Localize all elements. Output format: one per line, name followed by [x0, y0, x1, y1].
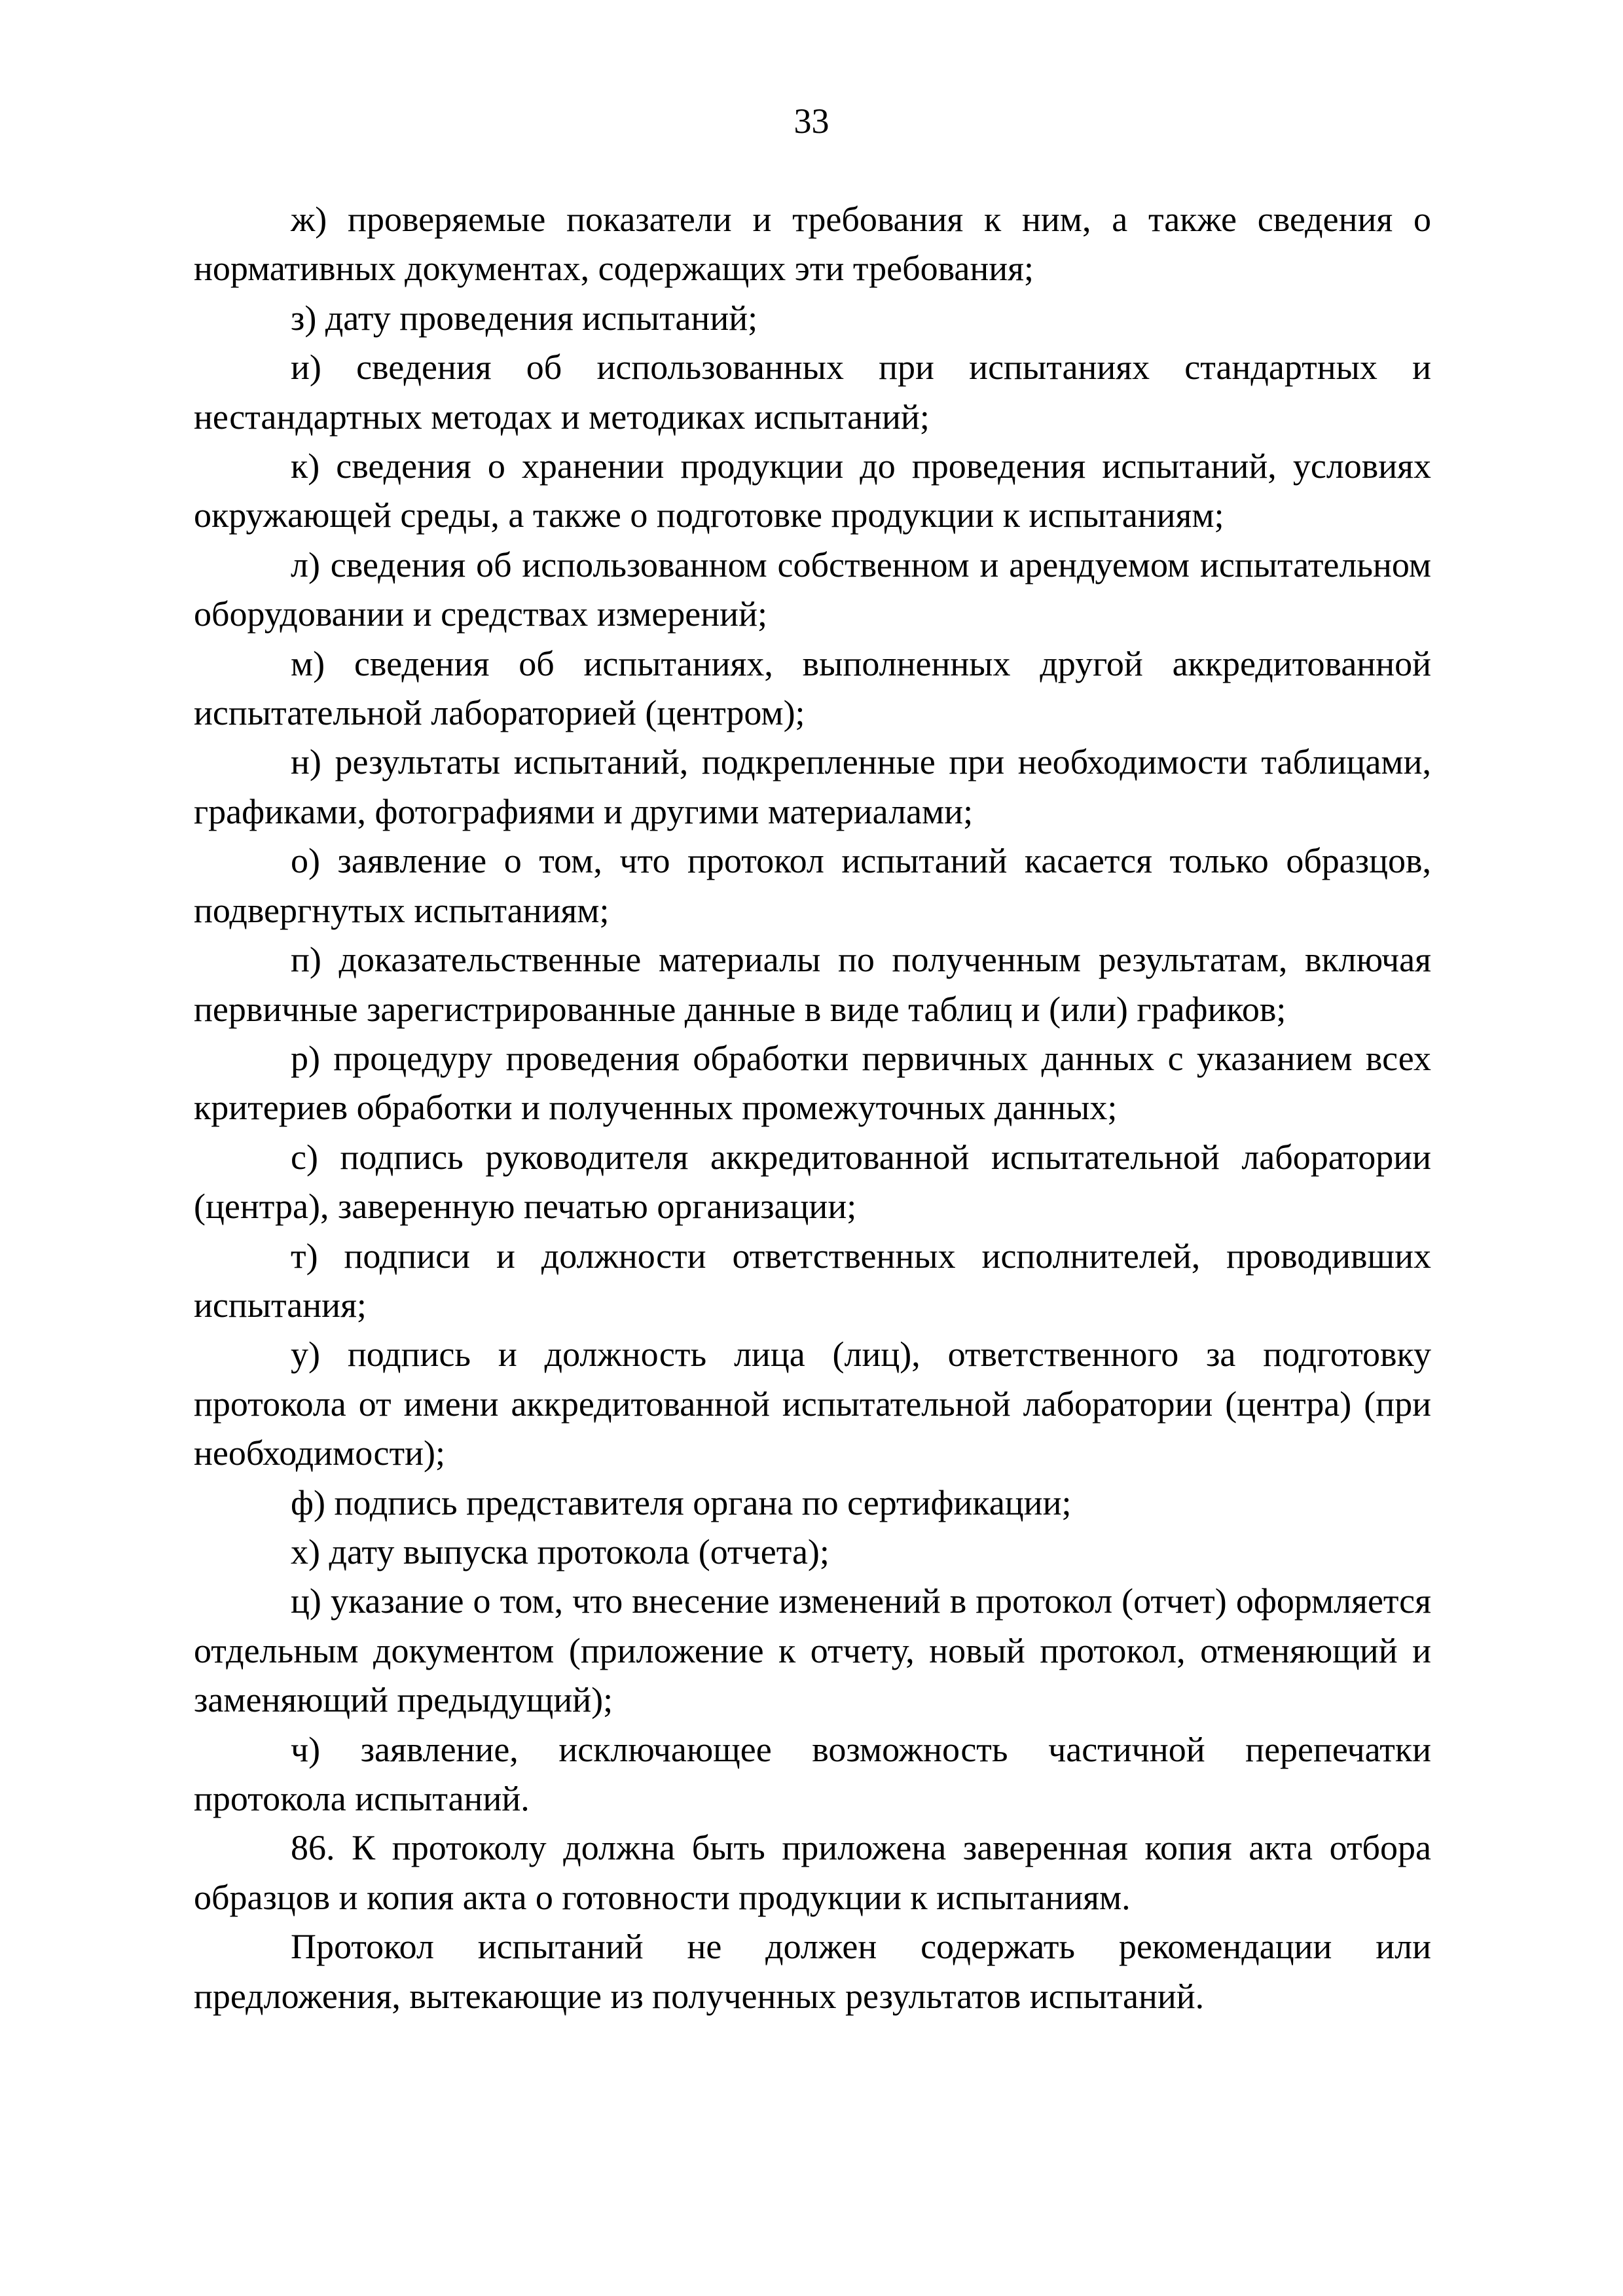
list-item-f: ф) подпись представителя органа по сертификации;	[291, 1482, 1072, 1522]
list-item-p: п) доказательственные материалы по полученным результатам, включая первичные зарегистрированные данные в виде таблиц и (или) графиков;	[194, 940, 1431, 1029]
list-item-l: л) сведения об использованном собственном и арендуемом испытательном оборудовании и средствах измерений;	[194, 545, 1431, 634]
list-item-kh: х) дату выпуска протокола (отчета);	[291, 1532, 830, 1571]
list-item-ch: ч) заявление, исключающее возможность частичной перепечатки протокола испытаний.	[194, 1729, 1431, 1818]
list-item-z: з) дату проведения испытаний;	[291, 298, 758, 338]
closing-paragraph: Протокол испытаний не должен содержать рекомендации или предложения, вытекающие из полученных результатов испытаний.	[194, 1927, 1431, 2016]
list-item-n: н) результаты испытаний, подкрепленные при необходимости таблицами, графиками, фотографиями и другими материалами;	[194, 742, 1431, 831]
list-item-k: к) сведения о хранении продукции до проведения испытаний, условиях окружающей среды, а также о подготовке продукции к испытаниям;	[194, 446, 1431, 535]
list-item-m: м) сведения об испытаниях, выполненных другой аккредитованной испытательной лабораторией (центром);	[194, 643, 1431, 733]
list-item-zh: ж) проверяемые показатели и требования к ним, а также сведения о нормативных документах, содержащих эти требования;	[194, 200, 1431, 289]
clause-86: 86. К протоколу должна быть приложена заверенная копия акта отбора образцов и копия акта о готовности продукции к испытаниям.	[194, 1828, 1431, 1917]
list-item-o: о) заявление о том, что протокол испытаний касается только образцов, подвергнутых испытаниям;	[194, 841, 1431, 930]
document-body	[194, 195, 1431, 2021]
list-item-i: и) сведения об использованных при испытаниях стандартных и нестандартных методах и методиках испытаний;	[194, 348, 1431, 437]
list-item-u: у) подпись и должность лица (лиц), ответственного за подготовку протокола от имени аккредитованной испытательной лаборатории (центра) (при необходимости);	[194, 1335, 1431, 1473]
list-item-ts: ц) указание о том, что внесение изменений в протокол (отчет) оформляется отдельным документом (приложение к отчету, новый протокол, отменяющий и заменяющий предыдущий);	[194, 1581, 1431, 1720]
list-item-s: с) подпись руководителя аккредитованной испытательной лаборатории (центра), заверенную печатью организации;	[194, 1137, 1431, 1227]
page-number: 33	[793, 101, 830, 141]
list-item-r: р) процедуру проведения обработки первичных данных с указанием всех критериев обработки и полученных промежуточных данных;	[194, 1038, 1431, 1128]
list-item-t: т) подписи и должности ответственных исполнителей, проводивших испытания;	[194, 1236, 1431, 1325]
